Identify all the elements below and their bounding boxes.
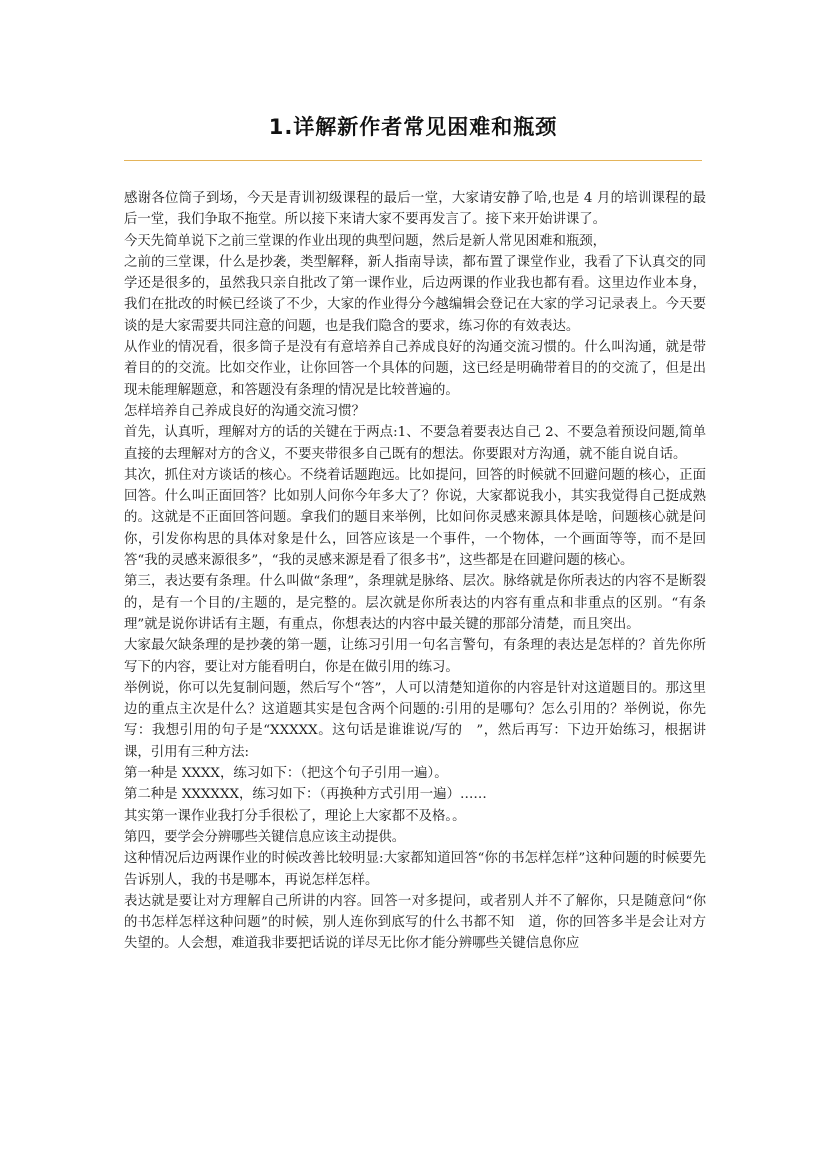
paragraph: 感谢各位筒子到场，今天是青训初级课程的最后一堂，大家请安静了哈,也是 4 月的培训课程的最后一堂，我们争取不拖堂。所以接下来请大家不要再发言了。接下来开始讲课了。	[124, 191, 706, 228]
paragraph: 这种情况后边两课作业的时候改善比较明显:大家都知道回答“你的书怎样怎样”这种问题的时候要先告诉别人，我的书是哪本，再说怎样怎样。	[124, 851, 706, 888]
paragraph: 大家最欠缺条理的是抄袭的第一题，让练习引用一句名言警句，有条理的表达是怎样的？首先你所写下的内容，要让对方能看明白，你是在做引用的练习。	[124, 638, 706, 675]
paragraph: 举例说，你可以先复制问题，然后写个“答”，人可以清楚知道你的内容是针对这道题目的。那这里边的重点主次是什么？这道题其实是包含两个问题的:引用的是哪句？怎么引用的？举例说，你先写：我想引用的句子是“XXXXX。这句话是谁谁说/写的 ”，然后再写：下边开始练习，根据讲课，引用有三种方法:	[124, 680, 706, 760]
paragraph: 第二种是 XXXXXX，练习如下：（再换种方式引用一遍）……	[124, 787, 487, 803]
paragraph: 第三，表达要有条理。什么叫做“条理”，条理就是脉络、层次。脉络就是你所表达的内容不是断裂的，是有一个目的/主题的，是完整的。层次就是你所表达的内容有重点和非重点的区别。“有条理”就是说你讲话有主题，有重点，你想表达的内容中最关键的那部分清楚，而且突出。	[124, 574, 706, 632]
document-body	[124, 188, 706, 955]
paragraph: 其次，抓住对方谈话的核心。不绕着话题跑远。比如提问，回答的时候就不回避问题的核心，正面回答。什么叫正面回答？比如别人问你今年多大了？你说，大家都说我小，其实我觉得自己挺成熟的。这就是不正面回答问题。拿我们的题目来举例，比如问你灵感来源具体是啥，问题核心就是问你，引发你构思的具体对象是什么，回答应该是一个事件，一个物体，一个画面等等，而不是回答“我的灵感来源很多”，“我的灵感来源是看了很多书”，这些都是在回避问题的核心。	[124, 467, 706, 569]
paragraph: 今天先简单说下之前三堂课的作业出现的典型问题，然后是新人常见困难和瓶颈，	[124, 233, 607, 249]
paragraph: 第一种是 XXXX，练习如下：（把这个句子引用一遍）。	[124, 766, 448, 782]
paragraph: 表达就是要让对方理解自己所讲的内容。回答一对多提问，或者别人并不了解你，只是随意问“你的书怎样怎样这种问题”的时候，别人连你到底写的什么书都不知 道，你的回答多半是会让对方失望的。人会想，难道我非要把话说的详尽无比你才能分辨哪些关键信息你应	[124, 893, 706, 952]
paragraph: 第四，要学会分辨哪些关键信息应该主动提供。	[124, 829, 406, 845]
paragraph: 怎样培养自己养成良好的沟通交流习惯？	[124, 403, 366, 419]
paragraph: 之前的三堂课，什么是抄袭，类型解释，新人指南导读，都布置了课堂作业，我看了下认真交的同学还是很多的，虽然我只亲自批改了第一课作业，后边两课的作业我也都有看。这里边作业本身，我们在批改的时候已经谈了不少，大家的作业得分今越编辑会登记在大家的学习记录表上。今天要谈的是大家需要共同注意的问题，也是我们隐含的要求，练习你的有效表达。	[124, 254, 706, 334]
paragraph: 首先，认真听，理解对方的话的关键在于两点:1、不要急着要表达自己 2、不要急着预设问题,简单直接的去理解对方的含义，不要夹带很多自己既有的想法。你要跟对方沟通，就不能自说自话。	[124, 425, 706, 462]
paragraph: 其实第一课作业我打分手很松了，理论上大家都不及格。。	[124, 808, 466, 824]
document-title: 1.详解新作者常见困难和瓶颈	[268, 115, 558, 139]
paragraph: 从作业的情况看，很多筒子是没有有意培养自己养成良好的沟通交流习惯的。什么叫沟通，就是带着目的的交流。比如交作业，让你回答一个具体的问题，这已经是明确带着目的的交流了，但是出现未能理解题意，和答题没有条理的情况是比较普遍的。	[124, 340, 706, 398]
title-divider	[124, 160, 702, 161]
